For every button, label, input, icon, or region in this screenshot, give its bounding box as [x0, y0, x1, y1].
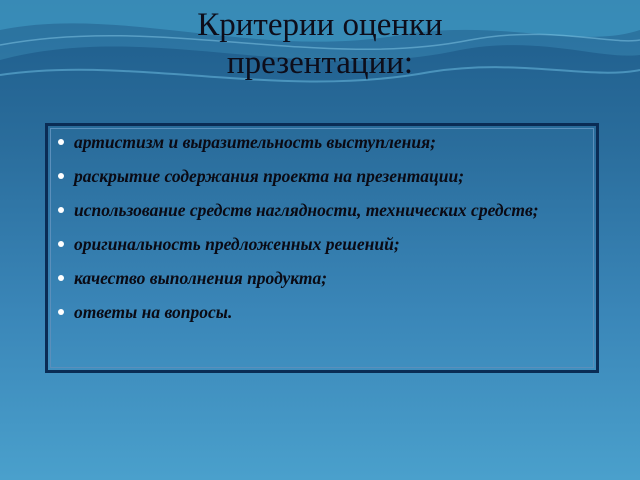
- bullet-icon: [58, 139, 64, 145]
- bullet-icon: [58, 241, 64, 247]
- bullet-icon: [58, 309, 64, 315]
- list-item: [56, 302, 588, 323]
- list-item-text: оригинальность предложенных решений;: [74, 234, 400, 254]
- list-item-text: использование средств наглядности, технических средств;: [74, 200, 539, 220]
- list-item-text: раскрытие содержания проекта на презентации;: [74, 166, 465, 186]
- list-item: [56, 234, 588, 255]
- list-item: [56, 268, 588, 289]
- bullet-icon: [58, 173, 64, 179]
- list-item-text: ответы на вопросы.: [74, 302, 233, 322]
- list-item: [56, 200, 588, 221]
- list-item: [56, 166, 588, 187]
- slide-title-line-2: презентации:: [226, 45, 414, 81]
- list-item-text: качество выполнения продукта;: [74, 268, 328, 288]
- criteria-list: [48, 126, 596, 323]
- slide-title: [0, 6, 640, 82]
- slide-title-line-1: Критерии оценки: [197, 7, 443, 43]
- bullet-icon: [58, 275, 64, 281]
- list-item-text: артистизм и выразительность выступления;: [74, 132, 436, 152]
- criteria-box: [45, 123, 599, 373]
- bullet-icon: [58, 207, 64, 213]
- list-item: [56, 132, 588, 153]
